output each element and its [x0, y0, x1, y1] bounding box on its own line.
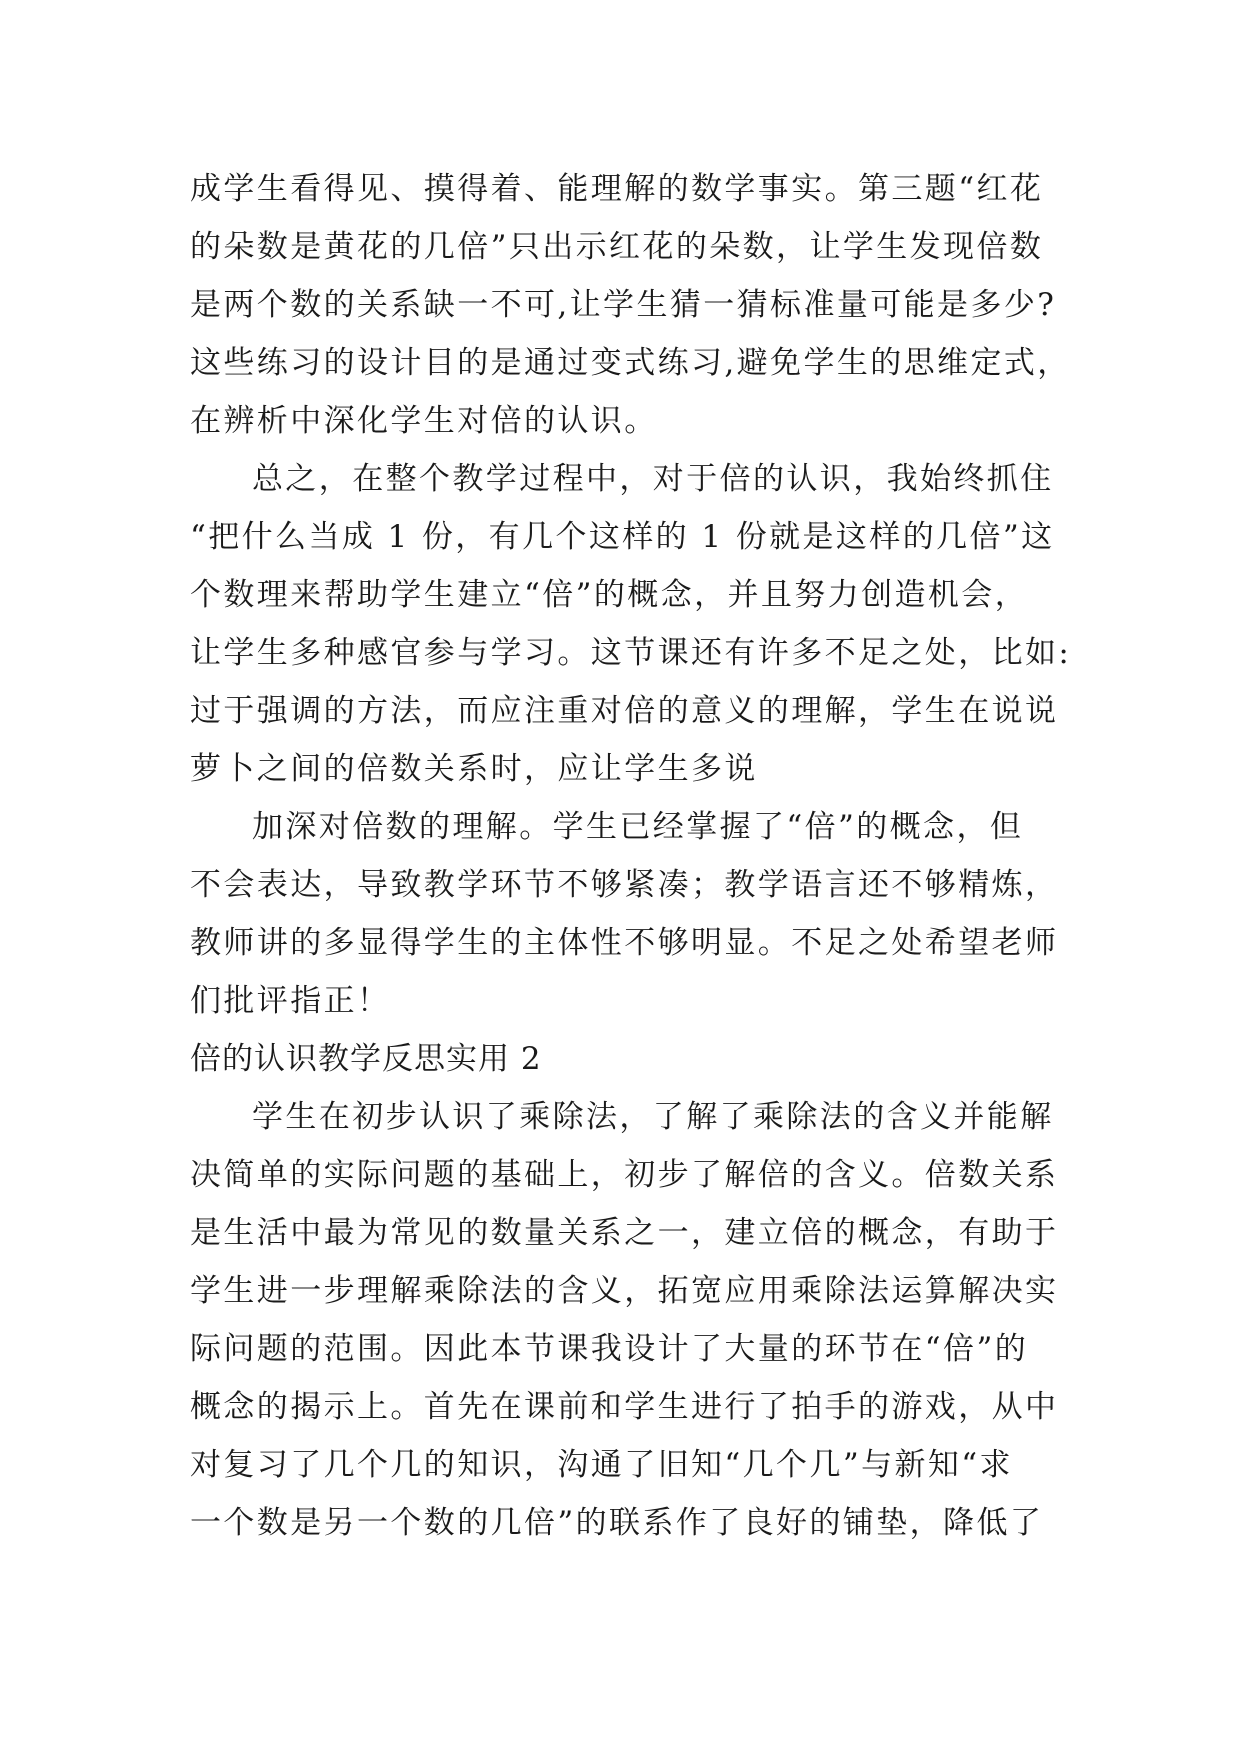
- document-page: [190, 160, 1072, 1552]
- text-line: 不会表达，导致教学环节不够紧凑；教学语言还不够精炼，: [190, 867, 1059, 903]
- text-line: 决简单的实际问题的基础上，初步了解倍的含义。倍数关系: [190, 1157, 1059, 1193]
- text-line: 萝卜之间的倍数关系时，应让学生多说: [190, 751, 758, 787]
- text-line: 是生活中最为常见的数量关系之一，建立倍的概念，有助于: [190, 1215, 1059, 1251]
- text-line: 成学生看得见、摸得着、能理解的数学事实。第三题“红花: [190, 171, 1044, 207]
- heading-line: 倍的认识教学反思实用 2: [190, 1041, 542, 1077]
- text-line: 加深对倍数的理解。学生已经掌握了“倍”的概念，但: [252, 809, 1024, 845]
- paragraph-3: [190, 798, 1060, 1030]
- text-line: 一个数是另一个数的几倍”的联系作了良好的铺垫，降低了: [190, 1505, 1044, 1541]
- text-line: 际问题的范围。因此本节课我设计了大量的环节在“倍”的: [190, 1331, 1029, 1367]
- text-line: 教师讲的多显得学生的主体性不够明显。不足之处希望老师: [190, 925, 1059, 961]
- text-line: 学生在初步认识了乘除法，了解了乘除法的含义并能解: [252, 1099, 1054, 1135]
- text-line: 们批评指正！: [190, 983, 391, 1019]
- paragraph-2: [190, 450, 1072, 798]
- text-line: 过于强调的方法，而应注重对倍的意义的理解，学生在说说: [190, 693, 1059, 729]
- text-line: 总之，在整个教学过程中，对于倍的认识，我始终抓住: [252, 461, 1054, 497]
- text-line: 让学生多种感官参与学习。这节课还有许多不足之处，比如:: [190, 635, 1072, 671]
- text-line: 学生进一步理解乘除法的含义，拓宽应用乘除法运算解决实: [190, 1273, 1059, 1309]
- text-line: 对复习了几个几的知识，沟通了旧知“几个几”与新知“求: [190, 1447, 1013, 1483]
- text-line: “把什么当成 1 份，有几个这样的 1 份就是这样的几倍”这: [190, 519, 1055, 555]
- section-heading: [190, 1030, 1060, 1088]
- text-line: 这些练习的设计目的是通过变式练习,避免学生的思维定式，: [190, 345, 1071, 381]
- text-line: 在辨析中深化学生对倍的认识。: [190, 403, 658, 439]
- text-line: 概念的揭示上。首先在课前和学生进行了拍手的游戏，从中: [190, 1389, 1059, 1425]
- text-line: 个数理来帮助学生建立“倍”的概念，并且努力创造机会，: [190, 577, 1029, 613]
- paragraph-1: [190, 160, 1071, 450]
- text-line: 的朵数是黄花的几倍”只出示红花的朵数，让学生发现倍数: [190, 229, 1044, 265]
- text-line: 是两个数的关系缺一不可,让学生猜一猜标准量可能是多少?: [190, 287, 1057, 323]
- paragraph-4: [190, 1088, 1060, 1552]
